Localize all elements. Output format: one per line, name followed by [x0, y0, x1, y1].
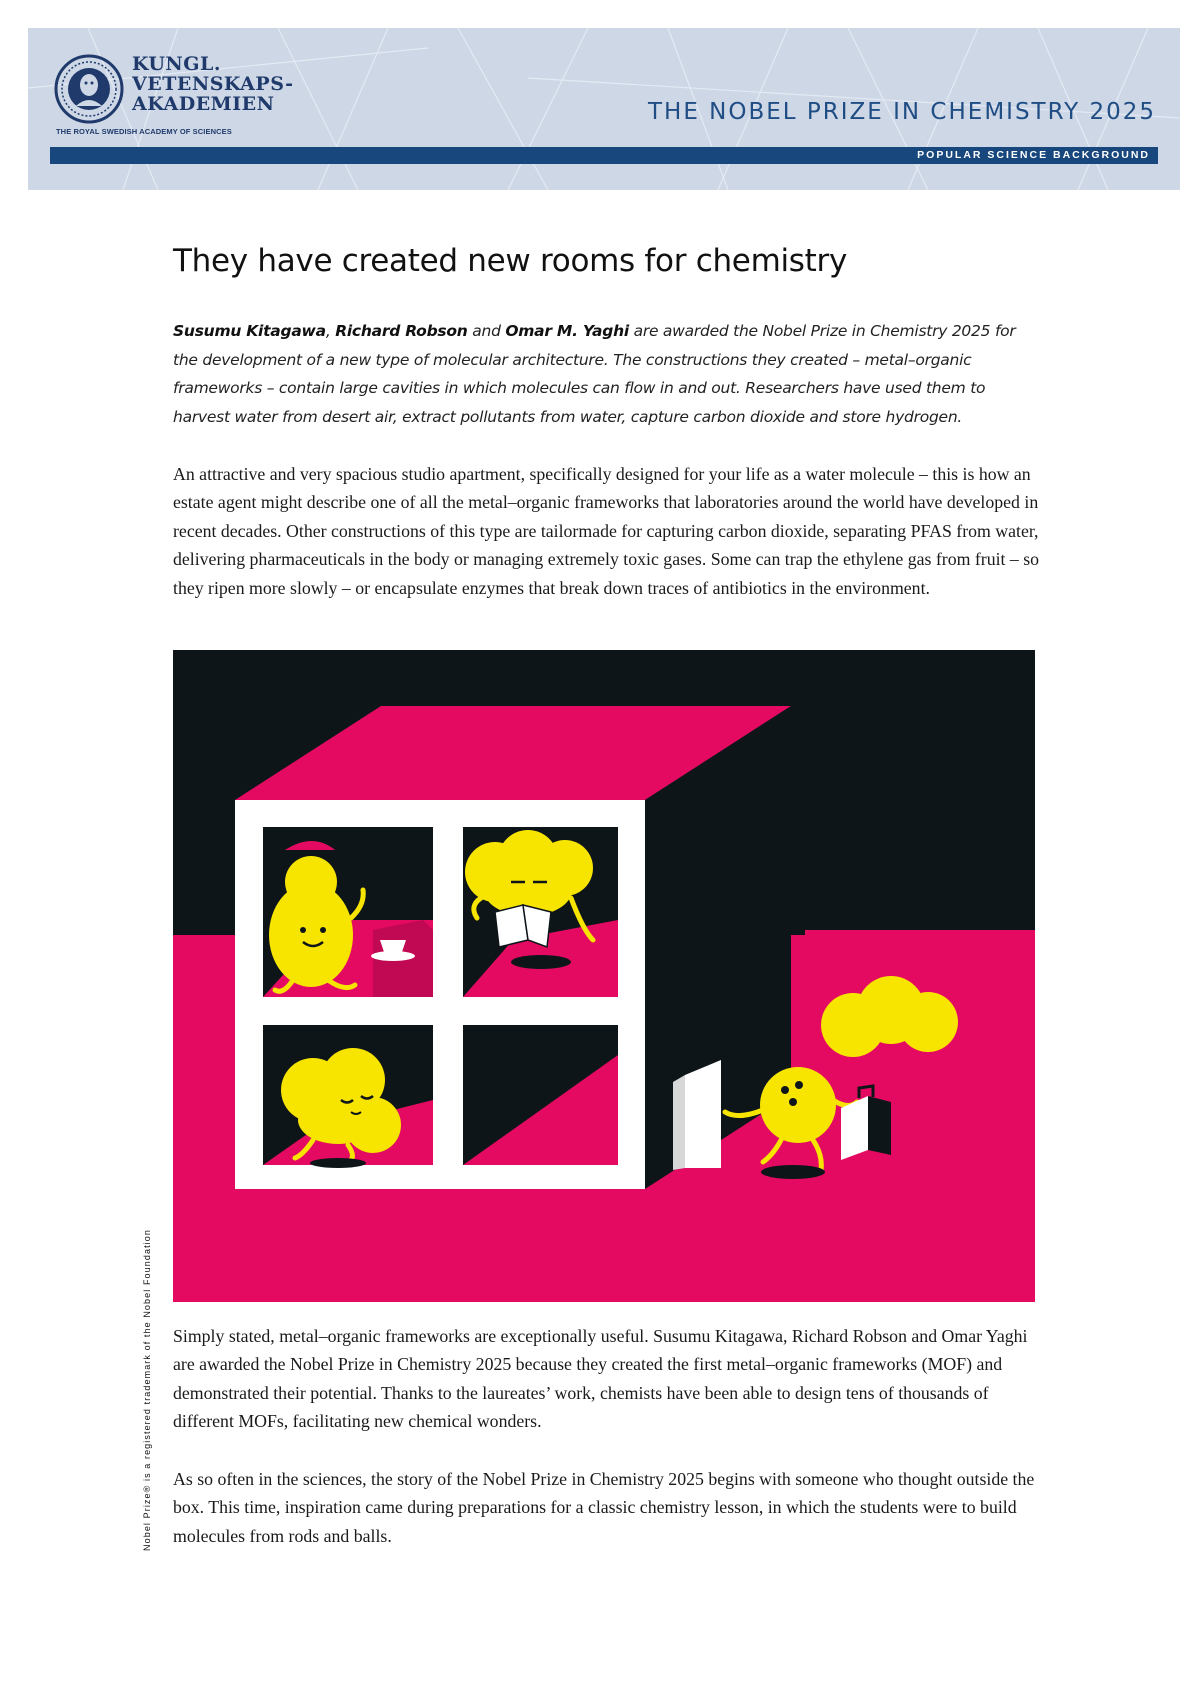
section-label: POPULAR SCIENCE BACKGROUND — [917, 149, 1150, 161]
lede-separator-2: and — [467, 322, 506, 340]
trademark-credit-text: Nobel Prize® is a registered trademark of the Nobel Foundation — [142, 1229, 152, 1551]
laureate-name-1: Susumu Kitagawa — [173, 322, 326, 340]
lede-text: are awarded the Nobel Prize in Chemistry 2025 for the development of a new type of molecular architecture. The constructions they created – metal–organic frameworks – contain large cavities in which molecules can flow in and out. Researchers have used them to harvest water from desert air, extract pollutants from water, capture carbon dioxide and store hydrogen. — [173, 322, 1016, 426]
header-bar — [50, 147, 1158, 164]
academy-name-line-1: KUNGL. — [132, 53, 221, 75]
lede-paragraph — [173, 317, 1041, 431]
prize-title: THE NOBEL PRIZE IN CHEMISTRY 2025 — [647, 99, 1156, 125]
academy-name — [132, 54, 294, 114]
laureate-name-2: Richard Robson — [335, 322, 468, 340]
laureate-name-3: Omar M. Yaghi — [505, 322, 629, 340]
academy-name-line-2: VETENSKAPS- — [132, 73, 294, 95]
room-bottom-right — [463, 1025, 618, 1165]
lede-separator-1: , — [325, 322, 336, 340]
body-paragraph-1: An attractive and very spacious studio apartment, specifically designed for your life as a water molecule – this is how an estate agent might describe one of all the metal–organic frameworks that laboratories around the world have developed in recent decades. Other constructions of this type are tailormade for capturing carbon dioxide, separating PFAS from water, delivering pharmaceuticals in the body or managing extremely toxic gases. Some can trap the ethylene gas from fruit – so they ripen more slowly – or encapsulate enzymes that break down traces of antibiotics in the environment. — [173, 464, 1040, 598]
body-paragraph-3: As so often in the sciences, the story of the Nobel Prize in Chemistry 2025 begins with someone who thought outside the box. This time, inspiration came during preparations for a classic chemistry lesson, in which the students were to build molecules from rods and balls. — [173, 1469, 1035, 1546]
body-paragraph-2: Simply stated, metal–organic frameworks are exceptionally useful. Susumu Kitagawa, Richard Robson and Omar Yaghi are awarded the Nobel Prize in Chemistry 2025 because they created the first metal–organic frameworks (MOF) and demonstrated their potential. Thanks to the laureates’ work, chemists have been able to design tens of thousands of different MOFs, facilitating new chemical wonders. — [173, 1326, 1028, 1432]
academy-seal-logo — [54, 54, 124, 124]
academy-subtitle: THE ROYAL SWEDISH ACADEMY OF SCIENCES — [56, 127, 232, 136]
trademark-credit — [142, 1220, 152, 1560]
academy-name-line-3: AKADEMIEN — [132, 93, 275, 115]
mof-apartment-illustration — [173, 650, 1035, 1302]
page-title: They have created new rooms for chemistry — [173, 243, 847, 279]
header-banner — [28, 28, 1180, 190]
